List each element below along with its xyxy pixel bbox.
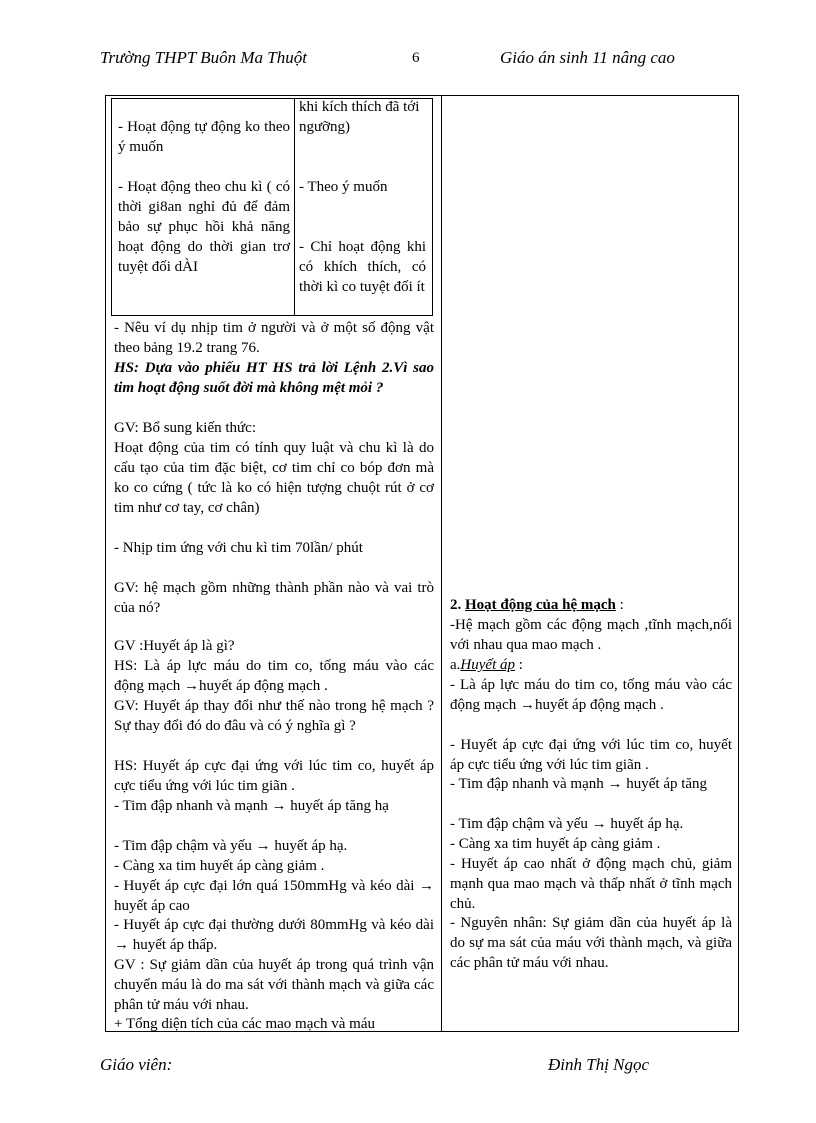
right-item-4: - Tim đập chậm và yếu → huyết áp hạ.	[450, 816, 684, 832]
cmp-right-3: - Chỉ hoạt động khi có khích thích, có thời kì co tuyệt đối ít	[299, 239, 426, 295]
section-heading: 2. Hoạt động của hệ mạch :	[450, 597, 624, 613]
left-text-9: GV: Huyết áp thay đổi như thế nào trong hệ mạch ?Sự thay đổi đó do đâu và có ý nghĩa gì ?	[114, 698, 434, 734]
left-text-2: HS: Dựa vào phiếu HT HS trả lời Lệnh 2.Vì sao tim hoạt động suốt đời mà không mệt mỏi ?	[114, 360, 434, 396]
left-text-16: GV : Sự giảm dần của huyết áp trong quá trình vận chuyển máu là do ma sát với thành mạch và giữa các phân tử máu với nhau.	[114, 957, 434, 1013]
right-item-7: - Nguyên nhân: Sự giảm dần của huyết áp là do sự ma sát của máu với thành mạch, và giữa các phân tử máu với nhau.	[450, 915, 732, 971]
cmp-left-1: - Hoạt động tự động ko theo ý muốn	[118, 119, 290, 155]
cmp-right-1: khi kích thích đã tới ngưỡng)	[299, 99, 420, 135]
cmp-left-2: - Hoạt động theo chu kì ( có thời gi8an nghỉ đủ để đảm bảo sự phục hồi khả năng hoạt động do thời gian trơ tuyệt đối dÀI	[118, 179, 290, 275]
left-text-10: HS: Huyết áp cực đại ứng với lúc tim co, huyết áp cực tiểu ứng với lúc tim giãn .	[114, 758, 434, 794]
left-text-12: - Tim đập chậm và yếu → huyết áp hạ.	[114, 838, 348, 854]
right-item-1: - Là áp lực máu do tim co, tống máu vào các động mạch →huyết áp động mạch .	[450, 677, 732, 713]
right-item-3: - Tim đập nhanh và mạnh → huyết áp tăng	[450, 776, 708, 792]
sub-heading: a.Huyết áp :	[450, 657, 523, 673]
left-text-11: - Tim đập nhanh và mạnh → huyết áp tăng hạ	[114, 798, 389, 814]
left-text-5: - Nhịp tim ứng với chu kì tim 70lần/ phút	[114, 540, 363, 556]
right-item-6: - Huyết áp cao nhất ở động mạch chủ, giảm mạnh qua mao mạch và thấp nhất ở tĩnh mạch chủ.	[450, 856, 732, 912]
footer-label: Giáo viên:	[100, 1055, 173, 1074]
left-text-8: HS: Là áp lực máu do tim co, tống máu vào các động mạch →huyết áp động mạch .	[114, 658, 434, 694]
left-text-17: + Tổng diện tích của các mao mạch và máu	[114, 1016, 375, 1032]
left-text-6: GV: hệ mạch gồm những thành phần nào và vai trò của nó?	[114, 580, 434, 616]
header-subject: Giáo án sinh 11 nâng cao	[500, 48, 675, 67]
right-item-5: - Càng xa tim huyết áp càng giảm .	[450, 836, 661, 852]
left-text-7: GV :Huyết áp là gì?	[114, 638, 235, 654]
left-text-14: - Huyết áp cực đại lớn quá 150mmHg và kéo dài → huyết áp cao	[114, 878, 434, 914]
left-text-13: - Càng xa tim huyết áp càng giảm .	[114, 858, 325, 874]
left-text-4: Hoạt động của tim có tính quy luật và chu kì là do cấu tạo của tim đặc biệt, cơ tim chỉ co bóp đơn mà ko co cứng ( tức là ko có hiện tượng chuột rút ở cơ tim như cơ tay, cơ chân)	[114, 440, 434, 516]
right-intro: -Hệ mạch gồm các động mạch ,tĩnh mạch,nối với nhau qua mao mạch .	[450, 617, 732, 653]
footer-teacher-name: Đinh Thị Ngọc	[548, 1055, 650, 1074]
left-text-1: - Nêu ví dụ nhịp tim ở người và ở một số động vật theo bảng 19.2 trang 76.	[114, 320, 434, 356]
header-school: Trường THPT Buôn Ma Thuột	[100, 48, 307, 67]
comparison-divider	[294, 98, 295, 316]
page-number: 6	[412, 50, 420, 66]
right-item-2: - Huyết áp cực đại ứng với lúc tim co, huyết áp cực tiểu ứng với lúc tim giãn .	[450, 737, 732, 773]
left-text-3: GV: Bổ sung kiến thức:	[114, 420, 257, 436]
left-text-15: - Huyết áp cực đại thường dưới 80mmHg và kéo dài → huyết áp thấp.	[114, 917, 434, 953]
column-divider	[441, 95, 442, 1032]
cmp-right-2: - Theo ý muốn	[299, 179, 388, 195]
